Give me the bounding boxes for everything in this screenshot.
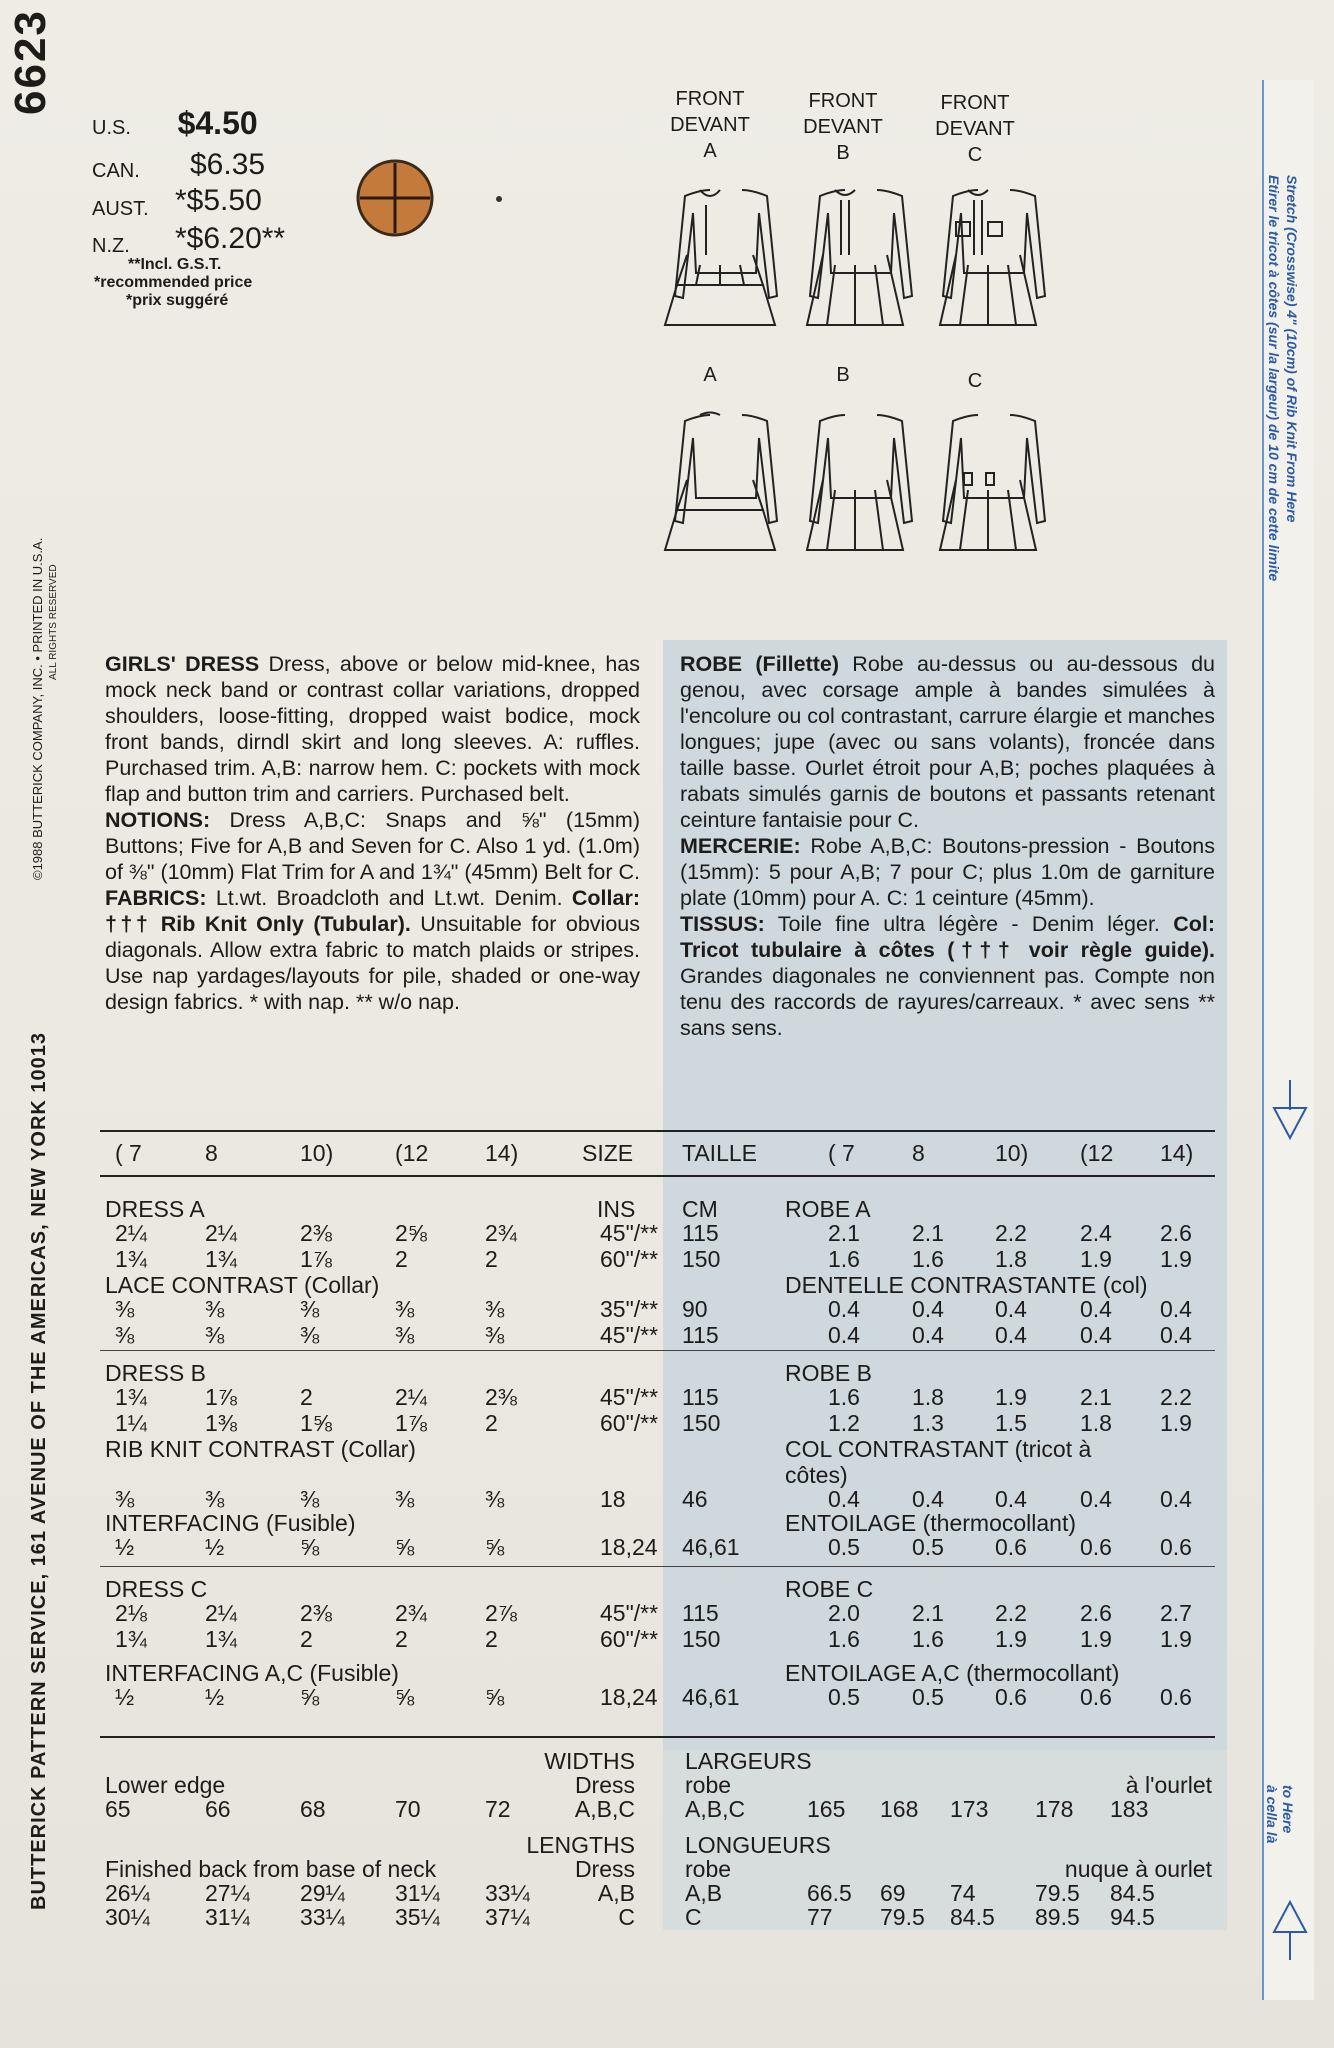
metric-cell: 0.4: [1080, 1322, 1112, 1348]
length-cm-cell: 84.5: [950, 1904, 995, 1930]
width-views-fr: A,B,C: [685, 1796, 746, 1822]
section-label-en: DRESS C: [105, 1576, 208, 1602]
largeurs-label: LARGEURS: [685, 1748, 812, 1774]
width-cm-cell: 168: [880, 1796, 919, 1822]
yardage-cell: ⅜: [395, 1486, 415, 1512]
yardage-cell: ⅝: [395, 1534, 415, 1560]
metric-cell: 1.6: [912, 1626, 944, 1652]
description-en: GIRLS' DRESS Dress, above or below mid-knee, has mock neck band or contrast collar variations, dropped shoulders, loose-fitting, dropped waist bodice, mock front bands, dirndl skirt and long sleeves. A: ruffles. Purchased trim. A,B: narrow hem. C: pockets with mock flap and button trim and carriers. Purchased belt. NOTIONS: Dress A,B,C: Snaps and ⅝" (15mm) Buttons; Five for A,B and Seven for C. Also 1 yd. (1.0m) of ⅜" (10mm) Flat Trim for A and 1¾" (45mm) Belt for C. FABRICS: Lt.wt. Broadcloth and Lt.wt. Denim. Collar: ††† Rib Knit Only (Tubular). Unsuitable for obvious diagonals. Allow extra fabric to match plaids or stripes. Use nap yardages/layouts for pile, shaded or one-way design fabrics. * with nap. ** w/o nap.: [105, 652, 641, 1014]
dress-label: Dress: [574, 1772, 635, 1798]
ins-label: INS: [597, 1196, 636, 1222]
a-cella-label: à cella là: [1264, 1785, 1280, 1844]
metric-cell: 1.6: [828, 1384, 860, 1410]
rights-reserved: ALL RIGHTS RESERVED: [48, 564, 59, 680]
dress-label: Dress: [574, 1856, 635, 1882]
size-label: SIZE: [582, 1140, 634, 1166]
length-cm-cell: 66.5: [807, 1880, 852, 1906]
price-can: $6.35: [190, 148, 266, 181]
metric-cell: 0.6: [1080, 1684, 1112, 1710]
yardage-cell: ⅝: [300, 1534, 320, 1560]
metric-cell: 0.4: [828, 1296, 860, 1322]
section-label-en: DRESS A: [105, 1196, 205, 1222]
length-cm-cell: 79.5: [1035, 1880, 1080, 1906]
section-label-fr: ROBE C: [785, 1576, 874, 1602]
metric-cell: 0.5: [828, 1684, 860, 1710]
taille-header-cell: ( 7: [828, 1140, 855, 1166]
metric-cell: 0.6: [1160, 1684, 1192, 1710]
metric-cell: 2.7: [1160, 1600, 1192, 1626]
yardage-cell: 1⅞: [395, 1410, 427, 1436]
metric-cell: 2.2: [995, 1220, 1027, 1246]
longueurs-label: LONGUEURS: [685, 1832, 831, 1858]
front-views-sketch: [640, 180, 1060, 350]
width-ins-cell: 45"/**: [600, 1600, 659, 1626]
metric-cell: 0.4: [1160, 1322, 1192, 1348]
widths-label: WIDTHS: [544, 1748, 635, 1774]
yardage-cell: 2: [395, 1246, 408, 1272]
publisher-address: BUTTERICK PATTERN SERVICE, 161 AVENUE OF THE AMERICAS, NEW YORK 10013: [28, 1031, 50, 1910]
yardage-cell: 2: [300, 1626, 313, 1652]
size-header-cell: (12: [395, 1140, 429, 1166]
yardage-cell: ⅜: [205, 1296, 225, 1322]
price-can-label: CAN.: [92, 160, 140, 182]
price-nz-label: N.Z.: [92, 235, 130, 257]
front-label-c: FRONT DEVANT C: [935, 92, 1015, 166]
width-cm-cell: 150: [682, 1410, 721, 1436]
section-label-fr: ENTOILAGE (thermocollant): [785, 1510, 1077, 1536]
yardage-cell: ⅜: [300, 1322, 320, 1348]
width-cm-cell: 115: [682, 1600, 719, 1626]
arrow-up-icon: [1270, 1900, 1310, 1960]
copyright: ©1988 BUTTERICK COMPANY, INC. • PRINTED IN U.S.A.: [30, 537, 45, 880]
metric-cell: 2.4: [1080, 1220, 1112, 1246]
metric-cell: 2.1: [912, 1600, 944, 1626]
yardage-cell: ⅜: [395, 1296, 415, 1322]
width-ins-cell: 60"/**: [600, 1246, 659, 1272]
table-rule: [100, 1175, 1215, 1177]
section-label-en: RIB KNIT CONTRAST (Collar): [105, 1436, 416, 1462]
recommended-price: *recommended price: [94, 274, 253, 291]
metric-cell: 0.4: [828, 1486, 860, 1512]
section-label-fr: DENTELLE CONTRASTANTE (col): [785, 1272, 1148, 1298]
metric-cell: 0.4: [828, 1322, 860, 1348]
width-in-cell: 72: [485, 1796, 511, 1822]
yardage-cell: 2: [300, 1384, 313, 1410]
table-top-rule: [100, 1130, 1215, 1132]
width-cm-cell: 46,61: [682, 1534, 740, 1560]
lengths-label: LENGTHS: [526, 1832, 635, 1858]
metric-cell: 1.2: [828, 1410, 860, 1436]
width-views-en: A,B,C: [574, 1796, 635, 1822]
section-label-en: DRESS B: [105, 1360, 206, 1386]
width-ins-cell: 60"/**: [600, 1410, 659, 1436]
yardage-cell: 2¼: [115, 1220, 147, 1246]
description-fr: ROBE (Fillette) Robe au-dessus ou au-dessous du genou, avec corsage ample à bandes simulées à l'encolure ou col contrastant, carrure élargie et manches longues; jupe (avec ou sans volants), froncée dans taille basse. Ourlet étroit pour A,B; poches plaquées à rabats simulés garnis de boutons et passants retenant ceinture fantaisie pour C. MERCERIE: Robe A,B,C: Boutons-pression - Boutons (15mm): 5 pour A,B; 7 pour C; plus 1.0m de garniture plate (10mm) pour A. C: 1 ceinture (45mm). TISSUS: Toile fine ultra légère - Denim léger. Col: Tricot tubulaire à côtes (††† voir règle guide). Grandes diagonales ne conviennent pas. Compte non tenu des raccords de rayures/carreaux. * avec sens ** sans sens.: [680, 652, 1215, 1040]
back-label-c: C: [967, 370, 983, 392]
table-rule: [100, 1736, 1215, 1738]
yardage-cell: 1¾: [115, 1246, 147, 1272]
metric-cell: 0.4: [1080, 1296, 1112, 1322]
yardage-cell: 1¾: [205, 1626, 237, 1652]
yardage-cell: 1⅞: [300, 1246, 332, 1272]
length-cm-cell: 79.5: [880, 1904, 925, 1930]
button-swatch-icon: [355, 158, 435, 238]
metric-cell: 0.4: [912, 1486, 944, 1512]
width-in-cell: 66: [205, 1796, 231, 1822]
size-header-cell: 14): [485, 1140, 519, 1166]
metric-cell: 1.8: [912, 1384, 944, 1410]
length-view-fr: A,B: [685, 1880, 723, 1906]
width-ins-cell: 45"/**: [600, 1384, 659, 1410]
yardage-cell: 2: [395, 1626, 408, 1652]
metric-cell: 0.4: [1160, 1296, 1192, 1322]
width-cm-cell: 183: [1110, 1796, 1149, 1822]
metric-cell: 0.6: [1080, 1534, 1112, 1560]
width-in-cell: 65: [105, 1796, 131, 1822]
section-label-fr: ENTOILAGE A,C (thermocollant): [785, 1660, 1120, 1686]
metric-cell: 0.5: [912, 1684, 944, 1710]
table-rule: [100, 1350, 1215, 1351]
yardage-cell: ⅜: [485, 1296, 505, 1322]
length-in-cell: 26¼: [105, 1880, 150, 1906]
price-us: U.S. $4.50: [92, 105, 258, 141]
taille-label: TAILLE: [682, 1140, 757, 1166]
width-ins-cell: 18: [600, 1486, 626, 1512]
price-aust-label: AUST.: [92, 198, 149, 220]
yardage-cell: ⅜: [485, 1322, 505, 1348]
taille-header-cell: (12: [1080, 1140, 1114, 1166]
front-label-b: FRONT DEVANT B: [803, 90, 883, 164]
width-cm-cell: 173: [950, 1796, 989, 1822]
yardage-cell: ⅝: [485, 1534, 505, 1560]
metric-cell: 1.5: [995, 1410, 1027, 1436]
metric-cell: 0.5: [912, 1534, 944, 1560]
yardage-cell: ⅝: [300, 1684, 320, 1710]
stretch-instruction: Stretch (Crosswise) 4" (10cm) of Rib Knit From Here: [1284, 175, 1300, 523]
yardage-cell: 2: [485, 1410, 498, 1436]
width-cm-cell: 115: [682, 1384, 719, 1410]
yardage-cell: 2⅜: [300, 1600, 332, 1626]
finished-back-label: Finished back from base of neck: [105, 1856, 437, 1882]
metric-cell: 0.4: [912, 1322, 944, 1348]
a-lourlet-label: à l'ourlet: [1125, 1772, 1212, 1798]
yardage-cell: ⅜: [205, 1486, 225, 1512]
table-rule: [100, 1566, 1215, 1567]
yardage-cell: 1¾: [115, 1626, 147, 1652]
size-header-cell: ( 7: [115, 1140, 142, 1166]
yardage-cell: ⅜: [395, 1322, 415, 1348]
arrow-down-icon: [1270, 1080, 1310, 1140]
metric-cell: 1.9: [1080, 1626, 1112, 1652]
yardage-cell: 2⅜: [300, 1220, 332, 1246]
metric-cell: 1.8: [995, 1246, 1027, 1272]
yardage-cell: 1¼: [115, 1410, 147, 1436]
metric-cell: 1.8: [1080, 1410, 1112, 1436]
yardage-cell: 1⅞: [205, 1384, 237, 1410]
yardage-cell: 1⅝: [300, 1410, 332, 1436]
length-cm-cell: 89.5: [1035, 1904, 1080, 1930]
lower-edge-label: Lower edge: [105, 1772, 226, 1798]
metric-cell: 1.3: [912, 1410, 944, 1436]
price-aust: *$5.50: [175, 184, 262, 217]
metric-cell: 0.6: [995, 1684, 1027, 1710]
metric-cell: 0.6: [995, 1534, 1027, 1560]
width-in-cell: 70: [395, 1796, 421, 1822]
metric-cell: 2.6: [1080, 1600, 1112, 1626]
width-cm-cell: 178: [1035, 1796, 1074, 1822]
cm-label: CM: [682, 1196, 718, 1222]
metric-cell: 1.6: [912, 1246, 944, 1272]
length-in-cell: 31¼: [205, 1904, 250, 1930]
metric-cell: 2.6: [1160, 1220, 1192, 1246]
yardage-cell: 2⅞: [485, 1600, 517, 1626]
metric-cell: 0.6: [1160, 1534, 1192, 1560]
metric-cell: 0.4: [1080, 1486, 1112, 1512]
metric-cell: 1.6: [828, 1246, 860, 1272]
yardage-cell: ½: [205, 1534, 225, 1560]
length-view-en: C: [618, 1904, 635, 1930]
metric-cell: 2.0: [828, 1600, 860, 1626]
width-ins-cell: 45"/**: [600, 1220, 659, 1246]
yardage-cell: 2¼: [205, 1220, 237, 1246]
length-in-cell: 33¼: [485, 1880, 530, 1906]
metric-cell: 0.4: [1160, 1486, 1192, 1512]
length-in-cell: 30¼: [105, 1904, 150, 1930]
robe-label: robe: [685, 1772, 732, 1798]
metric-cell: 1.9: [1160, 1626, 1192, 1652]
width-cm-cell: 150: [682, 1246, 721, 1272]
length-in-cell: 27¼: [205, 1880, 250, 1906]
taille-header-cell: 14): [1160, 1140, 1194, 1166]
metric-cell: 0.4: [995, 1486, 1027, 1512]
length-in-cell: 37¼: [485, 1904, 530, 1930]
to-here-label: to Here: [1280, 1785, 1296, 1834]
width-ins-cell: 35"/**: [600, 1296, 659, 1322]
length-cm-cell: 74: [950, 1880, 976, 1906]
yardage-cell: ⅜: [205, 1322, 225, 1348]
metric-cell: 0.5: [828, 1534, 860, 1560]
yardage-cell: 1¾: [115, 1384, 147, 1410]
metric-cell: 2.1: [912, 1220, 944, 1246]
length-view-en: A,B: [597, 1880, 635, 1906]
length-in-cell: 31¼: [395, 1880, 440, 1906]
robe-label: robe: [685, 1856, 732, 1882]
prix-suggere: *prix suggéré: [126, 292, 229, 309]
metric-cell: 2.2: [995, 1600, 1027, 1626]
width-cm-cell: 150: [682, 1626, 721, 1652]
width-ins-cell: 60"/**: [600, 1626, 659, 1652]
yardage-cell: ⅝: [395, 1684, 415, 1710]
yardage-cell: ⅜: [300, 1296, 320, 1322]
back-views-sketch: [640, 405, 1060, 570]
taille-header-cell: 10): [995, 1140, 1029, 1166]
taille-header-cell: 8: [912, 1140, 925, 1166]
length-in-cell: 35¼: [395, 1904, 440, 1930]
yardage-cell: 2¾: [395, 1600, 427, 1626]
dot: [496, 196, 502, 202]
metric-cell: 1.6: [828, 1626, 860, 1652]
yardage-cell: ½: [115, 1684, 135, 1710]
metric-cell: 1.9: [1080, 1246, 1112, 1272]
size-header-cell: 10): [300, 1140, 334, 1166]
metric-cell: 1.9: [995, 1626, 1027, 1652]
section-label-fr: COL CONTRASTANT (tricot à: [785, 1436, 1092, 1462]
width-ins-cell: 45"/**: [600, 1322, 659, 1348]
section-label-en: LACE CONTRAST (Collar): [105, 1272, 380, 1298]
yardage-cell: 2⅛: [115, 1600, 147, 1626]
width-cm-cell: 90: [682, 1296, 708, 1322]
width-cm-cell: 115: [682, 1322, 719, 1348]
section-label-fr: côtes): [785, 1462, 848, 1488]
metric-cell: 2.1: [1080, 1384, 1112, 1410]
length-cm-cell: 84.5: [1110, 1880, 1155, 1906]
yardage-cell: ⅜: [485, 1486, 505, 1512]
yardage-cell: ⅜: [300, 1486, 320, 1512]
yardage-cell: ⅜: [115, 1296, 135, 1322]
metric-cell: 1.9: [1160, 1410, 1192, 1436]
yardage-cell: 1⅜: [205, 1410, 237, 1436]
length-cm-cell: 77: [807, 1904, 833, 1930]
metric-cell: 0.4: [995, 1296, 1027, 1322]
nuque-label: nuque à ourlet: [1064, 1856, 1212, 1882]
yardage-cell: 2⅜: [485, 1384, 517, 1410]
metric-cell: 0.4: [995, 1322, 1027, 1348]
length-in-cell: 29¼: [300, 1880, 345, 1906]
width-cm-cell: 165: [807, 1796, 846, 1822]
gst-note: **Incl. G.S.T.: [128, 256, 222, 273]
yardage-cell: ⅝: [485, 1684, 505, 1710]
width-ins-cell: 18,24: [600, 1534, 658, 1560]
back-label-b: B: [836, 364, 850, 386]
size-header-cell: 8: [205, 1140, 218, 1166]
section-label-fr: ROBE A: [785, 1196, 871, 1222]
width-ins-cell: 18,24: [600, 1684, 658, 1710]
length-cm-cell: 69: [880, 1880, 906, 1906]
yardage-cell: 2⅝: [395, 1220, 427, 1246]
price-nz: *$6.20**: [175, 222, 286, 255]
pattern-number: 6623: [6, 9, 55, 115]
yardage-cell: 2: [485, 1246, 498, 1272]
metric-cell: 2.1: [828, 1220, 860, 1246]
metric-cell: 1.9: [1160, 1246, 1192, 1272]
metric-cell: 1.9: [995, 1384, 1027, 1410]
section-label-fr: ROBE B: [785, 1360, 872, 1386]
metric-cell: 2.2: [1160, 1384, 1192, 1410]
section-label-en: INTERFACING (Fusible): [105, 1510, 356, 1536]
back-label-a: A: [703, 364, 717, 386]
width-in-cell: 68: [300, 1796, 326, 1822]
length-cm-cell: 94.5: [1110, 1904, 1155, 1930]
width-cm-cell: 46: [682, 1486, 708, 1512]
width-cm-cell: 115: [682, 1220, 719, 1246]
length-in-cell: 33¼: [300, 1904, 345, 1930]
yardage-cell: ⅜: [115, 1486, 135, 1512]
etirer-instruction: Etirer le tricot à côtes (sur la largeur) de 10 cm de cette limite: [1266, 175, 1282, 582]
yardage-cell: 1¾: [205, 1246, 237, 1272]
metric-cell: 0.4: [912, 1296, 944, 1322]
front-label-a: FRONT DEVANT A: [670, 88, 750, 162]
yardage-cell: 2: [485, 1626, 498, 1652]
section-label-en: INTERFACING A,C (Fusible): [105, 1660, 399, 1686]
yardage-cell: 2¼: [395, 1384, 427, 1410]
yardage-cell: 2¼: [205, 1600, 237, 1626]
yardage-cell: ½: [205, 1684, 225, 1710]
yardage-cell: ⅜: [115, 1322, 135, 1348]
yardage-cell: ½: [115, 1534, 135, 1560]
yardage-cell: 2¾: [485, 1220, 517, 1246]
length-view-fr: C: [685, 1904, 702, 1930]
width-cm-cell: 46,61: [682, 1684, 740, 1710]
